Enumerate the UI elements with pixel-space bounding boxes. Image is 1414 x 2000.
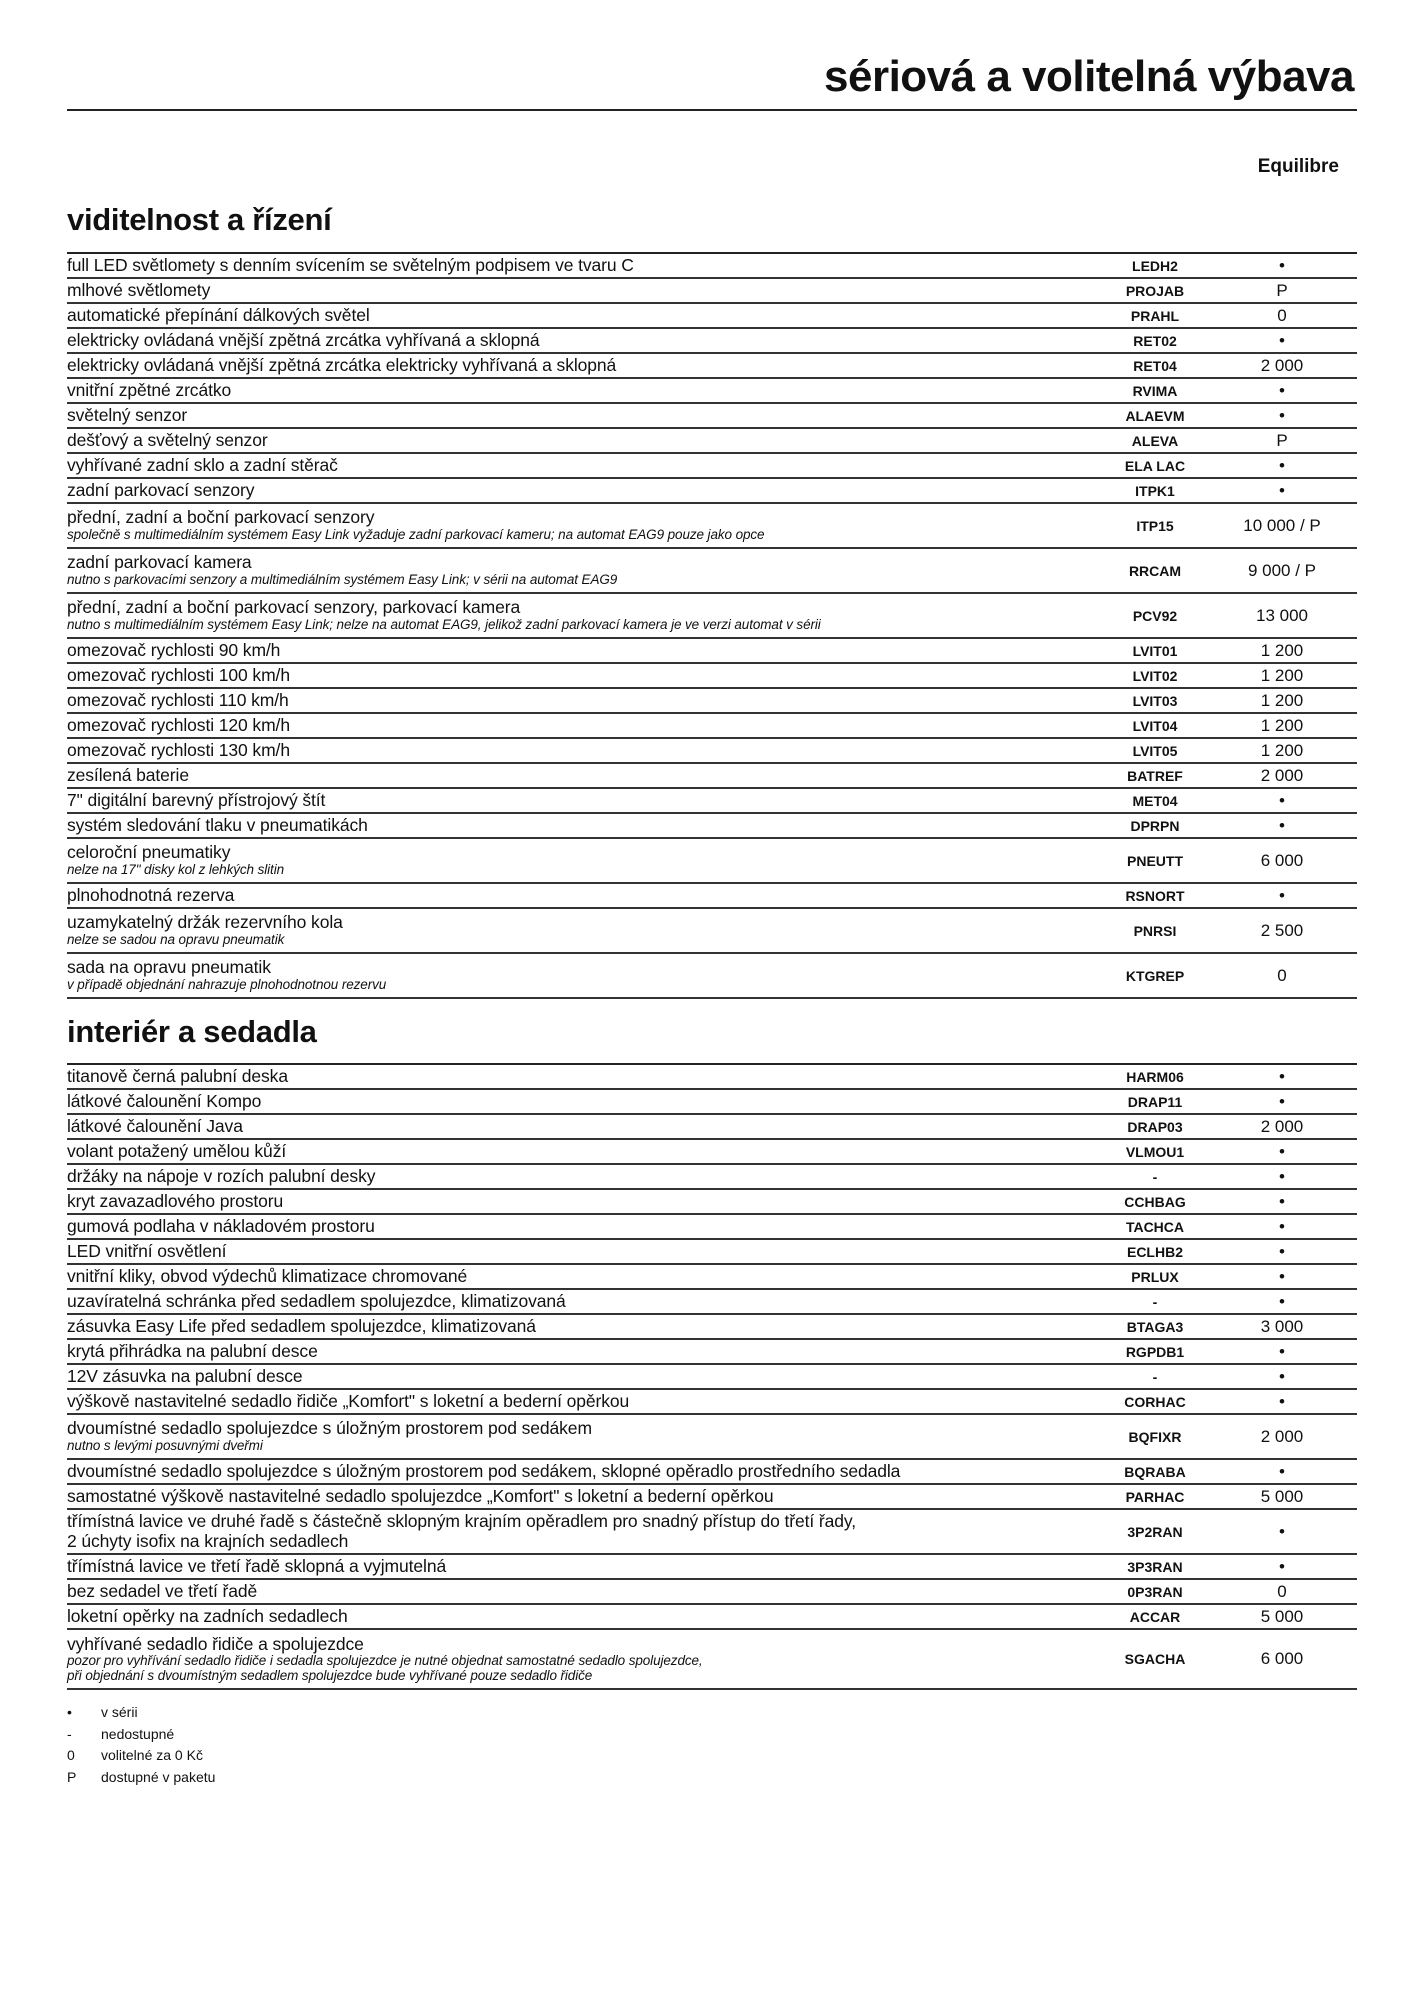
row-description [67,481,1095,500]
option-price: 1 200 [1260,740,1304,760]
option-code: ALAEVM [1125,407,1185,424]
feature-name: omezovač rychlosti 100 km/h [67,664,290,685]
table-row [67,1190,1357,1215]
table-row [67,1290,1357,1315]
table-row [67,1390,1357,1415]
option-code: BTAGA3 [1126,1318,1184,1335]
table-row [67,884,1357,909]
option-price: • [1279,1291,1285,1311]
row-description [67,598,1095,632]
row-description [67,553,1095,587]
table-row [67,454,1357,479]
table-row [67,354,1357,379]
option-price: 2 500 [1260,920,1304,940]
option-price: P [1276,430,1288,450]
option-price: 1 200 [1260,690,1304,710]
option-price: • [1279,1141,1285,1161]
option-code: 0P3RAN [1127,1583,1183,1600]
row-description [67,1635,1095,1684]
option-code: DRAP11 [1127,1093,1183,1110]
option-code: LEDH2 [1132,257,1178,274]
option-code: ECLHB2 [1126,1243,1183,1260]
feature-name: omezovač rychlosti 90 km/h [67,639,281,660]
table-row [67,479,1357,504]
legend-item [67,1767,215,1789]
feature-note: pozor pro vyhřívání sedadlo řidiče i sedadla spolujezdce je nutné objednat samostatné sedadlo spolujezdce, [67,1652,703,1668]
option-price: 13 000 [1256,605,1308,625]
option-code: KTGREP [1125,967,1185,984]
table-row [67,1090,1357,1115]
table-row [67,1415,1357,1460]
option-code: PRLUX [1131,1268,1179,1285]
table-row [67,1630,1357,1690]
row-description [67,1367,1095,1386]
option-price: • [1279,1391,1285,1411]
row-description [67,281,1095,300]
row-description [67,886,1095,905]
option-code: PRAHL [1130,307,1180,324]
row-description [67,256,1095,275]
option-code: PARHAC [1125,1488,1185,1505]
option-price: • [1279,1166,1285,1186]
table-row [67,429,1357,454]
option-price: • [1279,790,1285,810]
row-description [67,816,1095,835]
option-code: BATREF [1127,767,1183,784]
option-code: LVIT02 [1132,667,1178,684]
row-description [67,1392,1095,1411]
section-title-interior: interiér a sedadla [67,1014,317,1049]
table-row [67,1365,1357,1390]
table-row [67,254,1357,279]
feature-name: bez sedadel ve třetí řadě [67,1580,258,1601]
equipment-table-interior [67,1063,1357,1690]
option-price: • [1279,380,1285,400]
legend-item [67,1702,215,1724]
option-code: PNEUTT [1127,852,1183,869]
feature-name: 7" digitální barevný přístrojový štít [67,789,326,810]
option-code: - [1152,1368,1158,1385]
option-code: - [1152,1293,1158,1310]
option-code: CCHBAG [1124,1193,1186,1210]
option-price: 0 [1277,305,1287,325]
option-code: LVIT04 [1132,717,1178,734]
option-price: 3 000 [1260,1316,1304,1336]
row-description [67,1267,1095,1286]
option-price: • [1279,480,1285,500]
feature-name: výškově nastavitelné sedadlo řidiče „Komfort" s loketní a bederní opěrkou [67,1390,630,1411]
row-description [67,1067,1095,1086]
option-price: 2 000 [1260,1116,1304,1136]
title-divider [67,109,1357,111]
table-row [67,329,1357,354]
feature-name: 12V zásuvka na palubní desce [67,1365,303,1386]
table-row [67,814,1357,839]
feature-name: vyhřívané zadní sklo a zadní stěrač [67,454,338,475]
option-price: 0 [1277,1581,1287,1601]
option-price: • [1279,1066,1285,1086]
row-description [67,1292,1095,1311]
row-description [67,1462,1095,1481]
option-code: ITPK1 [1135,482,1175,499]
table-row [67,1115,1357,1140]
option-code: MET04 [1132,792,1178,809]
feature-name: třímístná lavice ve třetí řadě sklopná a vyjmutelná [67,1555,447,1576]
option-code: ELA LAC [1124,457,1186,474]
feature-note: nelze na 17" disky kol z lehkých slitin [67,861,284,877]
feature-note: v případě objednání nahrazuje plnohodnotnou rezervu [67,976,387,992]
row-description [67,716,1095,735]
legend-label: v sérii [101,1704,138,1720]
row-description [67,1117,1095,1136]
row-description [67,1557,1095,1576]
feature-name: vnitřní zpětné zrcátko [67,379,232,400]
feature-name: volant potažený umělou kůží [67,1140,287,1161]
row-description [67,1142,1095,1161]
option-price: 1 200 [1260,715,1304,735]
option-price: • [1279,1191,1285,1211]
option-price: 5 000 [1260,1606,1304,1626]
table-row [67,1215,1357,1240]
feature-name: gumová podlaha v nákladovém prostoru [67,1215,375,1236]
feature-name: dešťový a světelný senzor [67,429,268,450]
option-code: PROJAB [1125,282,1185,299]
feature-name: omezovač rychlosti 110 km/h [67,689,289,710]
option-price: 2 000 [1260,765,1304,785]
option-price: 6 000 [1260,850,1304,870]
feature-note: společně s multimediálním systémem Easy Link vyžaduje zadní parkovací kameru; na automat EAG9 pouze jako opce [67,526,765,542]
feature-name: omezovač rychlosti 130 km/h [67,739,290,760]
option-code: RRCAM [1128,562,1182,579]
feature-name: vyhřívané sedadlo řidiče a spolujezdce [67,1633,364,1654]
option-price: • [1279,1241,1285,1261]
table-row [67,764,1357,789]
option-price: • [1279,1461,1285,1481]
feature-name: automatické přepínání dálkových světel [67,304,370,325]
option-code: LVIT05 [1132,742,1178,759]
table-row [67,664,1357,689]
table-row [67,954,1357,999]
row-description [67,1419,1095,1453]
feature-name: zadní parkovací kamera [67,552,252,573]
row-description [67,431,1095,450]
option-code: 3P2RAN [1127,1523,1183,1540]
table-row [67,1340,1357,1365]
feature-name: zásuvka Easy Life před sedadlem spolujezdce, klimatizovaná [67,1315,536,1336]
table-row [67,839,1357,884]
option-code: DPRPN [1130,817,1180,834]
row-description [67,641,1095,660]
table-row [67,594,1357,639]
table-row [67,1315,1357,1340]
table-row [67,1240,1357,1265]
legend-symbol: - [67,1725,72,1742]
option-code: LVIT01 [1132,642,1178,659]
table-row [67,1140,1357,1165]
legend-symbol: 0 [67,1747,75,1763]
feature-name: přední, zadní a boční parkovací senzory [67,507,375,528]
option-price: • [1279,1216,1285,1236]
feature-name: dvoumístné sedadlo spolujezdce s úložným prostorem pod sedákem, sklopné opěradlo prostředního sedadla [67,1460,901,1481]
feature-note: nutno s levými posuvnými dveřmi [67,1437,263,1453]
table-row [67,1265,1357,1290]
row-description [67,381,1095,400]
feature-name: elektricky ovládaná vnější zpětná zrcátka elektricky vyhřívaná a sklopná [67,354,617,375]
feature-name: elektricky ovládaná vnější zpětná zrcátka vyhřívaná a sklopná [67,329,540,350]
row-description [67,1317,1095,1336]
row-description [67,741,1095,760]
option-price: • [1279,1341,1285,1361]
option-code: TACHCA [1125,1218,1185,1235]
feature-name: dvoumístné sedadlo spolujezdce s úložným prostorem pod sedákem [67,1418,592,1439]
option-price: 2 000 [1260,1426,1304,1446]
feature-name: systém sledování tlaku v pneumatikách [67,814,368,835]
table-row [67,304,1357,329]
feature-name-continued: 2 úchyty isofix na krajních sedadlech [67,1530,349,1551]
feature-name: omezovač rychlosti 120 km/h [67,714,290,735]
feature-name: sada na opravu pneumatik [67,957,271,978]
option-code: 3P3RAN [1127,1558,1183,1575]
legend-label: dostupné v paketu [101,1768,216,1785]
row-description [67,508,1095,542]
option-price: • [1279,455,1285,475]
option-code: BQFIXR [1128,1428,1182,1445]
feature-name: zesílená baterie [67,764,189,785]
option-code: HARM06 [1126,1068,1184,1085]
option-price: • [1279,405,1285,425]
section-title-visibility: viditelnost a řízení [67,202,332,237]
feature-note: nelze se sadou na opravu pneumatik [67,931,285,947]
option-code: ITP15 [1136,517,1174,534]
option-code: LVIT03 [1132,692,1178,709]
feature-name: zadní parkovací senzory [67,479,255,500]
option-code: SGACHA [1124,1651,1186,1667]
table-row [67,689,1357,714]
table-row [67,739,1357,764]
page-title: sériová a volitelná výbava [824,52,1354,101]
feature-name: full LED světlomety s denním svícením se světelným podpisem ve tvaru C [67,254,634,275]
trim-column-header: Equilibre [1257,156,1339,177]
row-description [67,306,1095,325]
legend-label: volitelné za 0 Kč [101,1747,203,1763]
row-description [67,1167,1095,1186]
row-description [67,331,1095,350]
option-code: PCV92 [1132,607,1178,624]
row-description [67,791,1095,810]
row-description [67,691,1095,710]
row-description [67,1242,1095,1261]
table-row [67,549,1357,594]
option-price: • [1279,255,1285,275]
option-price: • [1279,1266,1285,1286]
option-price: 9 000 / P [1247,560,1317,580]
option-code: RET02 [1133,332,1177,349]
table-row [67,1605,1357,1630]
feature-note: nutno s parkovacími senzory a multimediálním systémem Easy Link; v sérii na automat EAG9 [67,571,618,587]
option-code: CORHAC [1124,1393,1186,1410]
option-code: DRAP03 [1127,1118,1183,1135]
row-description [67,406,1095,425]
option-price: 10 000 / P [1243,515,1321,535]
feature-name: světelný senzor [67,404,188,425]
table-row [67,279,1357,304]
table-row [67,379,1357,404]
legend-item [67,1724,215,1746]
table-row [67,639,1357,664]
table-row [67,504,1357,549]
table-row [67,1065,1357,1090]
row-description [67,1342,1095,1361]
option-code: ALEVA [1131,432,1179,449]
row-description [67,1607,1095,1626]
row-description [67,1217,1095,1236]
equipment-table-visibility [67,252,1357,999]
option-price: 0 [1277,965,1287,985]
row-description [67,766,1095,785]
table-row [67,404,1357,429]
feature-name: samostatné výškově nastavitelné sedadlo spolujezdce „Komfort" s loketní a bederní opěrkou [67,1485,774,1506]
feature-name: loketní opěrky na zadních sedadlech [67,1605,348,1626]
option-price: 5 000 [1260,1486,1304,1506]
option-code: BQRABA [1124,1463,1186,1480]
feature-name: přední, zadní a boční parkovací senzory, parkovací kamera [67,597,521,618]
table-row [67,1165,1357,1190]
feature-name: třímístná lavice ve druhé řadě s částečně sklopným krajním opěradlem pro snadný přístup do třetí řady, [67,1511,857,1532]
row-description [67,356,1095,375]
feature-name: uzamykatelný držák rezervního kola [67,912,343,933]
table-row [67,1555,1357,1580]
legend [67,1702,215,1788]
table-row [67,1485,1357,1510]
feature-name: plnohodnotná rezerva [67,884,235,905]
feature-name: uzavíratelná schránka před sedadlem spolujezdce, klimatizovaná [67,1290,566,1311]
option-price: 1 200 [1260,640,1304,660]
feature-name: držáky na nápoje v rozích palubní desky [67,1165,376,1186]
option-code: ACCAR [1129,1608,1181,1625]
row-description [67,1582,1095,1601]
table-row [67,789,1357,814]
option-price: • [1279,885,1285,905]
row-description [67,958,1095,992]
option-code: RET04 [1133,357,1177,374]
legend-label: nedostupné [101,1725,175,1742]
option-price: • [1279,330,1285,350]
feature-name: látkové čalounění Java [67,1115,243,1136]
option-price: 2 000 [1260,355,1304,375]
table-row [67,909,1357,954]
feature-name: látkové čalounění Kompo [67,1090,262,1111]
option-code: PNRSI [1133,922,1177,939]
table-row [67,1580,1357,1605]
row-description [67,1512,1095,1551]
row-description [67,1487,1095,1506]
option-price: • [1279,1366,1285,1386]
legend-item [67,1745,215,1767]
row-description [67,456,1095,475]
row-description [67,1092,1095,1111]
table-row [67,1510,1357,1555]
feature-name: titanově černá palubní deska [67,1065,288,1086]
feature-name: LED vnitřní osvětlení [67,1240,227,1261]
feature-name: vnitřní kliky, obvod výdechů klimatizace chromované [67,1265,468,1286]
option-code: VLMOU1 [1125,1143,1185,1160]
legend-symbol: • [67,1704,72,1720]
option-price: • [1279,1091,1285,1111]
option-price: • [1279,1556,1285,1576]
feature-name: kryt zavazadlového prostoru [67,1190,284,1211]
feature-name: krytá přihrádka na palubní desce [67,1340,318,1361]
feature-name: celoroční pneumatiky [67,842,231,863]
option-price: P [1276,280,1288,300]
row-description [67,843,1095,877]
option-code: RGPDB1 [1125,1343,1185,1360]
feature-name: mlhové světlomety [67,279,211,300]
feature-note-continued: při objednání s dvoumístným sedadlem spolujezdce bude vyhřívané pouze sedadlo řidiče [67,1667,593,1683]
row-description [67,1192,1095,1211]
table-row [67,714,1357,739]
option-price: • [1279,815,1285,835]
feature-note: nutno s multimediálním systémem Easy Link; nelze na automat EAG9, jelikož zadní parkovací kamera je ve verzi automat v sérii [67,616,821,632]
option-code: RSNORT [1125,887,1185,904]
option-price: 6 000 [1260,1649,1304,1668]
option-code: RVIMA [1132,382,1178,399]
option-price: 1 200 [1260,665,1304,685]
option-code: - [1152,1168,1158,1185]
table-row [67,1460,1357,1485]
option-price: • [1279,1521,1285,1541]
row-description [67,666,1095,685]
row-description [67,913,1095,947]
legend-symbol: P [67,1768,77,1785]
